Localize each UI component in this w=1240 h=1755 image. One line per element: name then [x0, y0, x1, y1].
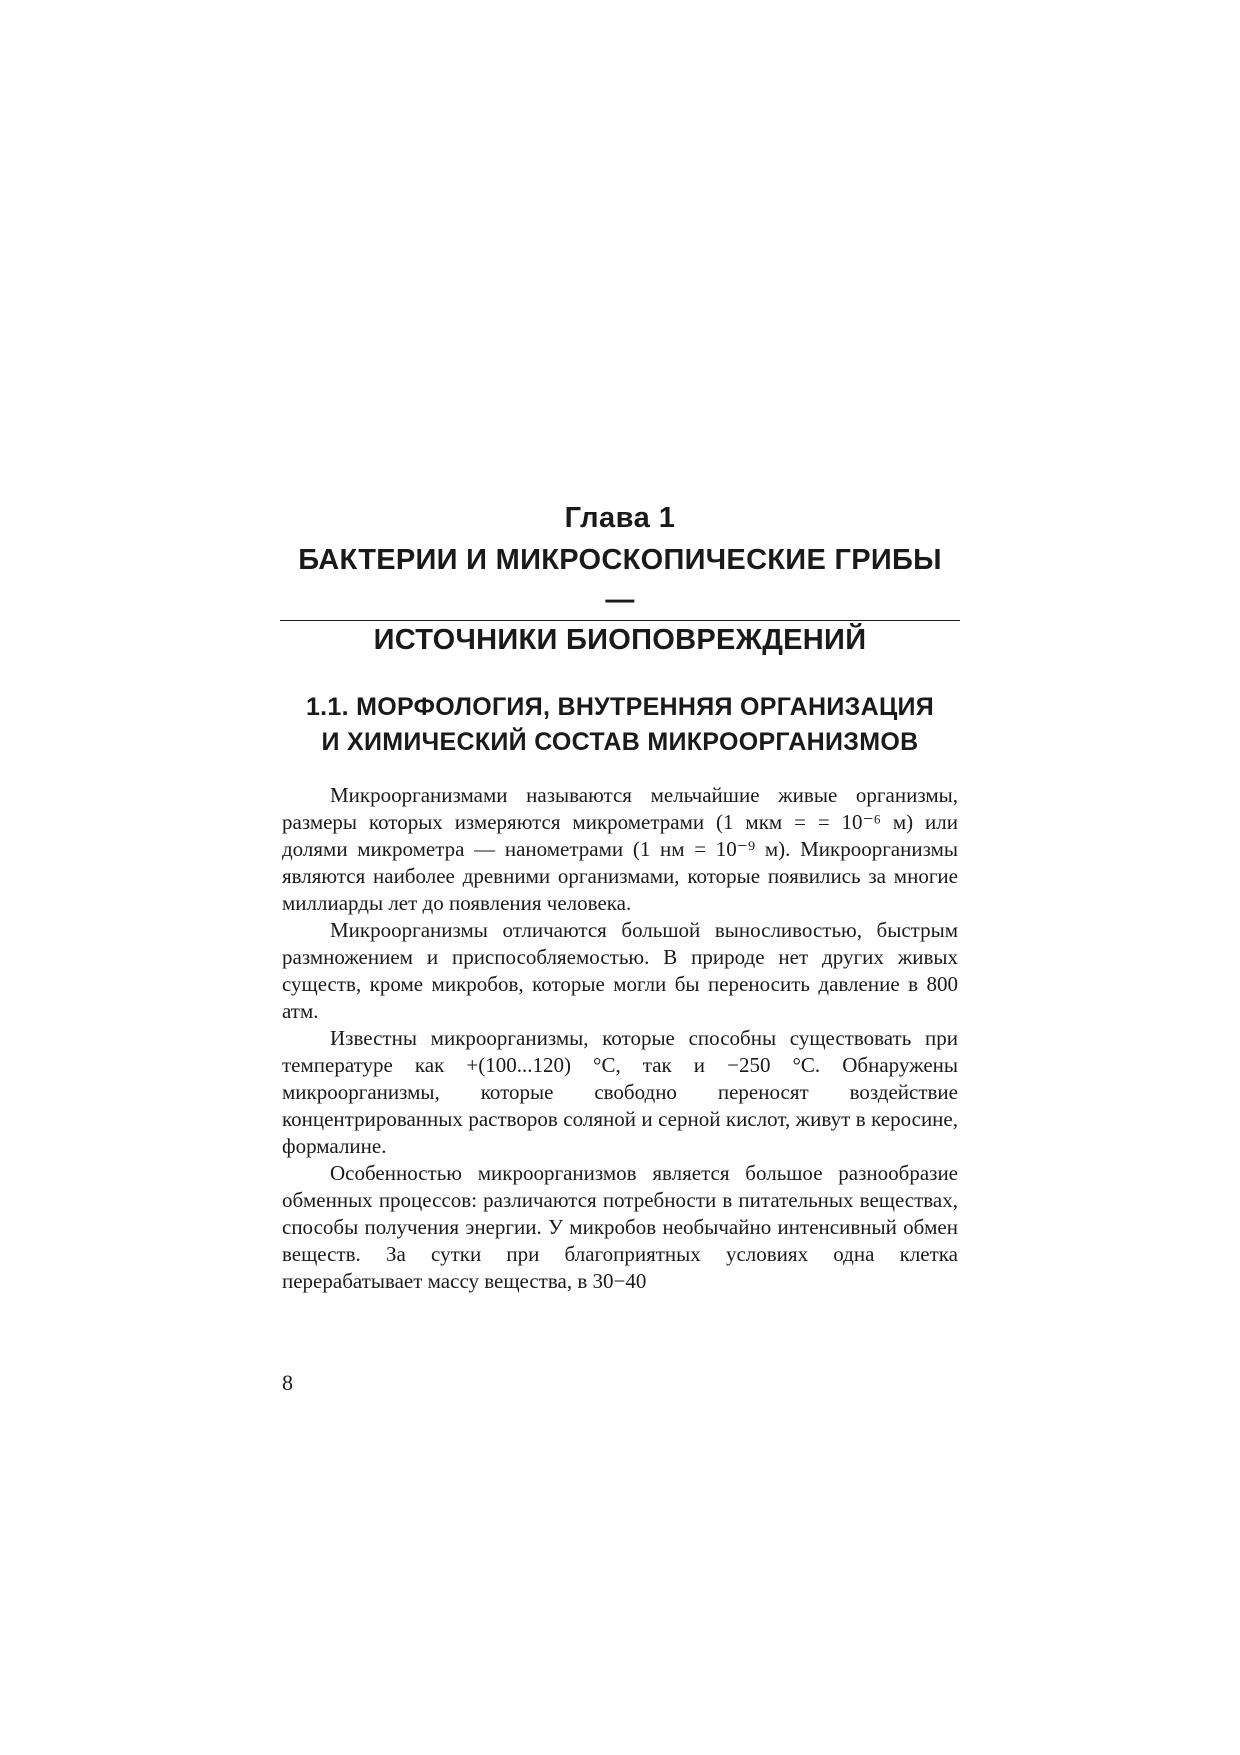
paragraph-2: Микроорганизмы отличаются большой выносливостью, быстрым размножением и приспособляемостью. В природе нет других живых существ, кроме микробов, которые могли бы переносить давление в 800 атм.: [282, 918, 958, 1023]
body-text: [282, 782, 958, 1295]
section-heading: [280, 690, 960, 760]
chapter-label: Глава 1: [564, 502, 676, 534]
chapter-title: [280, 540, 960, 660]
page-number: 8: [282, 1370, 293, 1395]
paragraph-3: Известны микроорганизмы, которые способны существовать при температуре как +(100...120) °С, так и −250 °С. Обнаружены микроорганизмы, которые свободно переносят воздействие концентрированных растворов соляной и серной кислот, живут в керосине, формалине.: [282, 1026, 958, 1158]
paragraph-4: Особенностью микроорганизмов является большое разнообразие обменных процессов: различаются потребности в питательных веществах, способы получения энергии. У микробов необычайно интенсивный обмен веществ. За сутки при благоприятных условиях одна клетка перерабатывает массу вещества, в 30−40: [282, 1161, 958, 1293]
section-heading-line-2: И ХИМИЧЕСКИЙ СОСТАВ МИКРООРГАНИЗМОВ: [321, 728, 919, 756]
chapter-title-line-2: ИСТОЧНИКИ БИОПОВРЕЖДЕНИЙ: [373, 624, 867, 656]
paragraph-1: Микроорганизмами называются мельчайшие живые организмы, размеры которых измеряются микрометрами (1 мкм = = 10⁻⁶ м) или долями микрометра — нанометрами (1 нм = 10⁻⁹ м). Микроорганизмы являются наиболее древними организмами, которые появились за многие миллиарды лет до появления человека.: [282, 783, 958, 915]
chapter-divider-rule: [280, 620, 960, 621]
chapter-title-line-1: БАКТЕРИИ И МИКРОСКОПИЧЕСКИЕ ГРИБЫ —: [298, 544, 942, 616]
section-heading-line-1: 1.1. МОРФОЛОГИЯ, ВНУТРЕННЯЯ ОРГАНИЗАЦИЯ: [305, 693, 935, 721]
chapter-header: [280, 500, 960, 660]
